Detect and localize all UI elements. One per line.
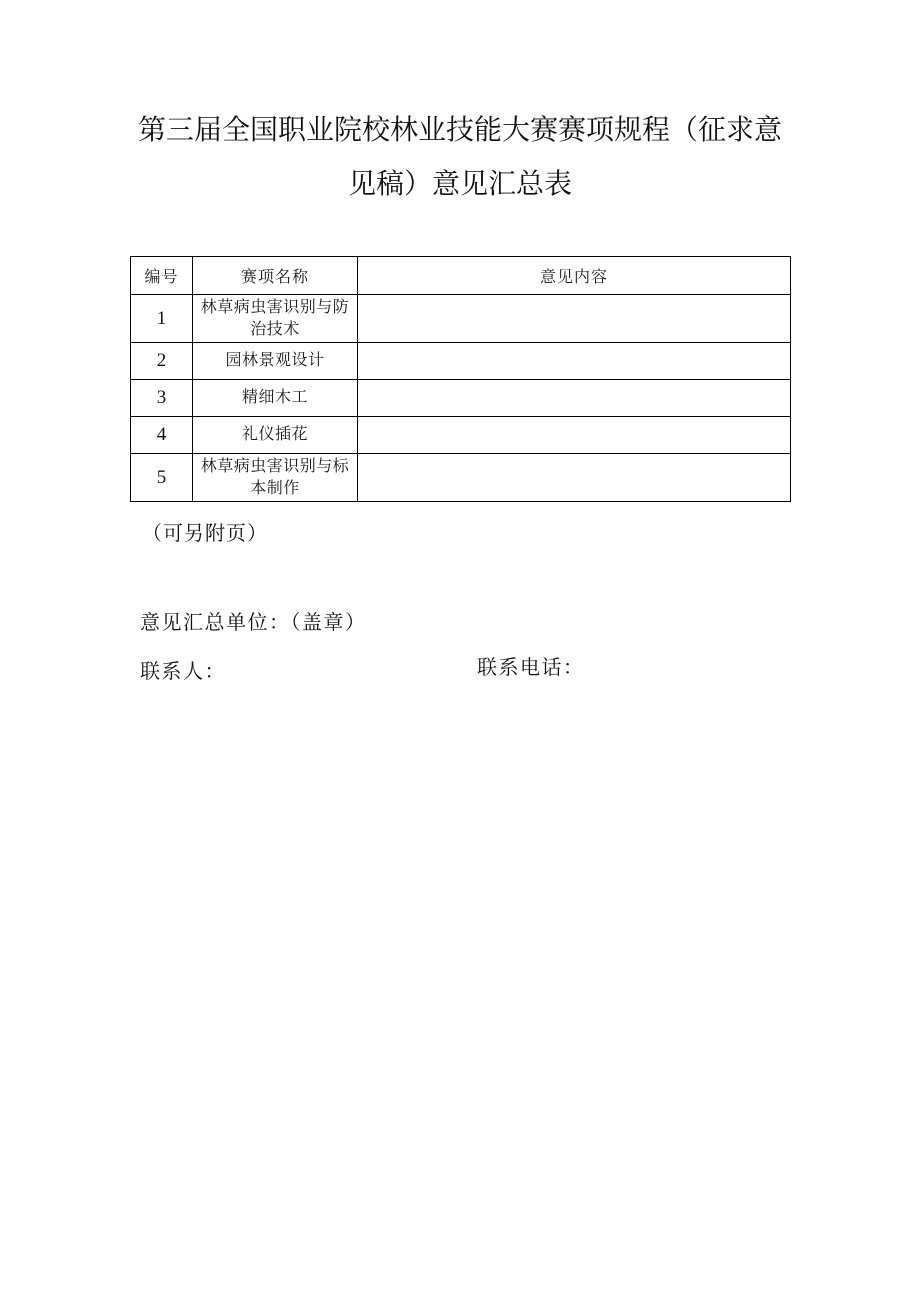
opinion-cell[interactable] [358,380,791,417]
document-title [0,104,920,212]
table-row [131,380,791,417]
contact-person-label: 联系人： [140,661,226,683]
event-name: 林草病虫害识别与标本制作 [193,454,358,502]
header-event-name: 赛项名称 [193,257,358,295]
document-title-line-1: 第三届全国职业院校林业技能大赛赛项规程（征求意 [137,115,782,146]
event-name: 园林景观设计 [193,343,358,380]
row-number: 5 [131,454,193,502]
header-opinion-content: 意见内容 [358,257,791,295]
attach-page-note: （可另附页） [142,523,268,545]
opinion-cell[interactable] [358,417,791,454]
row-number: 2 [131,343,193,380]
event-name: 精细木工 [193,380,358,417]
opinion-summary-table-wrapper [130,256,791,502]
table-header-row [131,257,791,295]
event-name: 礼仪插花 [193,417,358,454]
table-row [131,417,791,454]
table-row [131,343,791,380]
row-number: 4 [131,417,193,454]
contact-phone-label: 联系电话： [477,657,585,679]
opinion-summary-table [130,256,791,502]
table-row [131,454,791,502]
table-row [131,295,791,343]
row-number: 3 [131,380,193,417]
header-number: 编号 [131,257,193,295]
opinion-cell[interactable] [358,343,791,380]
summary-unit-label: 意见汇总单位：（盖章） [140,612,367,634]
row-number: 1 [131,295,193,343]
opinion-cell[interactable] [358,295,791,343]
event-name: 林草病虫害识别与防治技术 [193,295,358,343]
opinion-cell[interactable] [358,454,791,502]
document-title-line-2: 见稿）意见汇总表 [347,169,572,200]
